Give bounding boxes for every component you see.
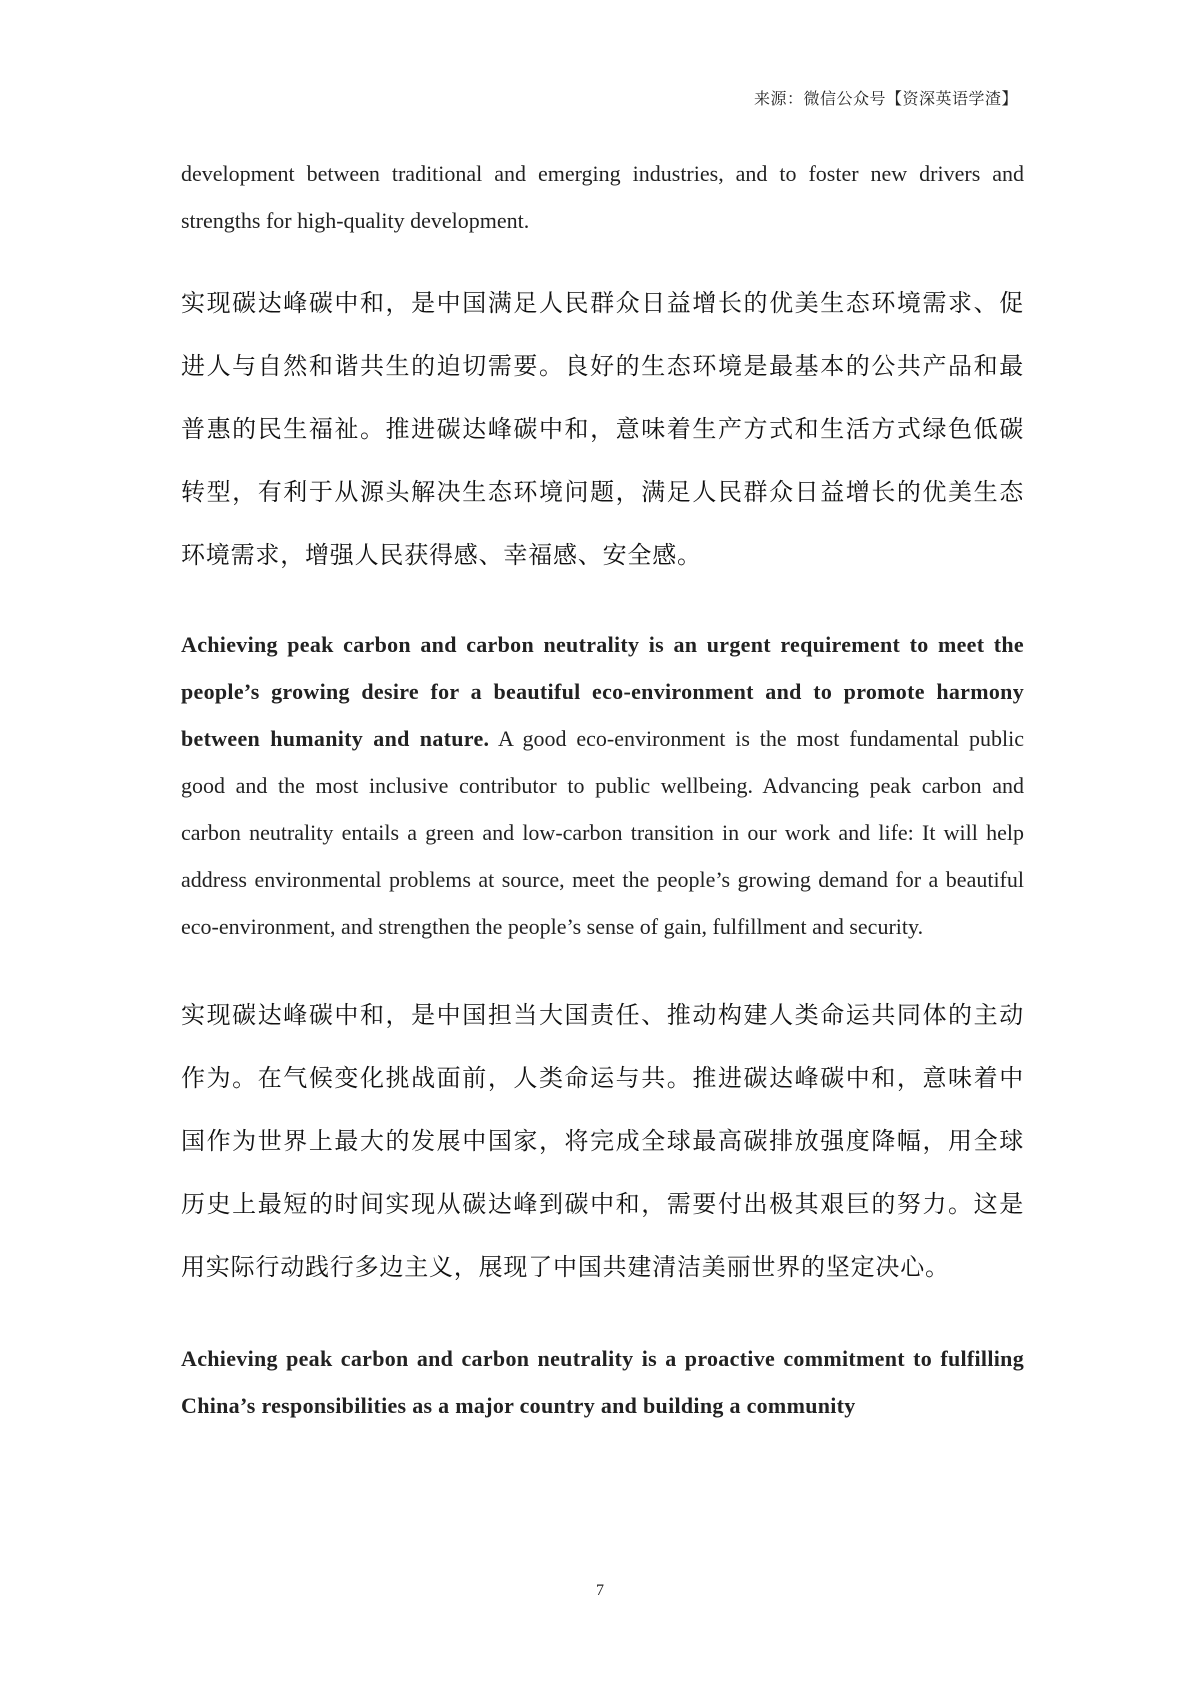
chinese-paragraph: 实现碳达峰碳中和，是中国担当大国责任、推动构建人类命运共同体的主动作为。在气候变化挑战面前，人类命运与共。推进碳达峰碳中和，意味着中国作为世界上最大的发展中国家，将完成全球最高碳排放强度降幅，用全球历史上最短的时间实现从碳达峰到碳中和，需要付出极其艰巨的努力。这是用实际行动践行多边主义，展现了中国共建清洁美丽世界的坚定决心。: [181, 1001, 1024, 1281]
english-paragraph-lead: Achieving peak carbon and carbon neutrality is a proactive commitment to fulfilling China’s responsibilities as a major country and building a community: [181, 1346, 1024, 1418]
source-header: 来源：微信公众号【资深英语学渣】: [753, 89, 1018, 108]
chinese-paragraph: 实现碳达峰碳中和，是中国满足人民群众日益增长的优美生态环境需求、促进人与自然和谐共生的迫切需要。良好的生态环境是最基本的公共产品和最普惠的民生福祉。推进碳达峰碳中和，意味着生产方式和生活方式绿色低碳转型，有利于从源头解决生态环境问题，满足人民群众日益增长的优美生态环境需求，增强人民获得感、幸福感、安全感。: [181, 289, 1024, 569]
english-paragraph-body: A good eco-environment is the most fundamental public good and the most inclusive contributor to public wellbeing. Advancing peak carbon and carbon neutrality entails a green and low-carbon transition in our work and life: It will help address environmental problems at source, meet the people’s growing demand for a beautiful eco-environment, and strengthen the people’s sense of gain, fulfillment and security.: [181, 726, 1024, 939]
english-paragraph: [181, 621, 1024, 950]
english-paragraph: development between traditional and emerging industries, and to foster new drivers and strengths for high-quality development.: [181, 161, 1024, 233]
english-paragraph: [181, 1335, 1024, 1429]
page-content: [181, 150, 1024, 1429]
english-paragraph-lead: Achieving peak carbon and carbon neutrality is an urgent requirement to meet the people’s growing desire for a beautiful eco-environment and to promote harmony between humanity and nature.: [181, 632, 1024, 751]
page-number: 7: [596, 1582, 604, 1599]
